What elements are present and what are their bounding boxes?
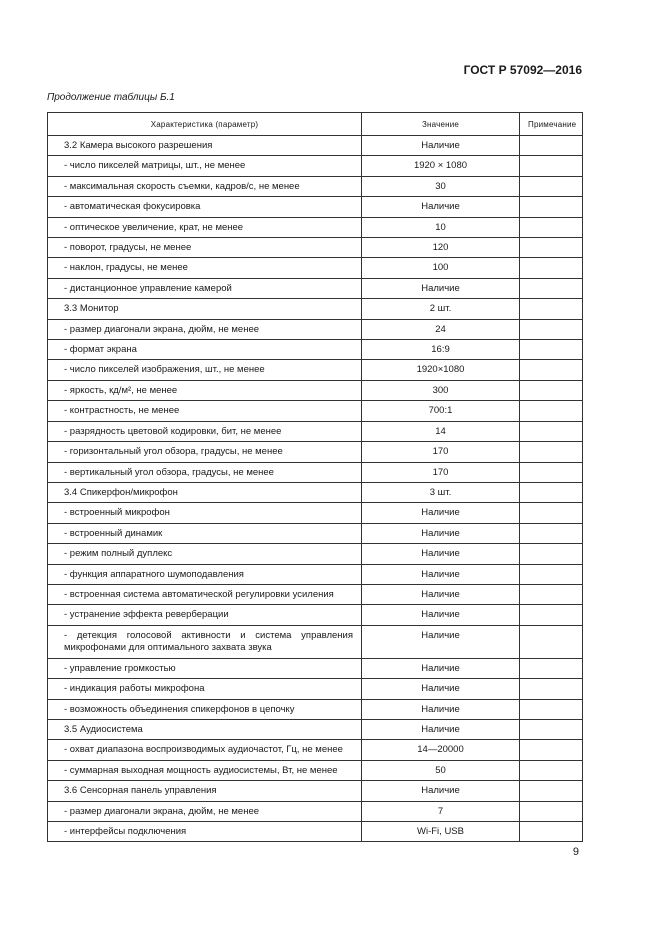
value-cell: 1920×1080 bbox=[362, 360, 520, 380]
note-cell bbox=[520, 584, 583, 604]
column-header-note: Примечание bbox=[520, 113, 583, 136]
value-cell: Наличие bbox=[362, 278, 520, 298]
param-cell: - встроенный микрофон bbox=[48, 503, 362, 523]
param-cell: - детекция голосовой активности и система управления микрофонами для оптимального захвата звука bbox=[48, 625, 362, 658]
param-cell: - охват диапазона воспроизводимых аудиочастот, Гц, не менее bbox=[48, 740, 362, 760]
value-cell: 30 bbox=[362, 176, 520, 196]
param-cell: - режим полный дуплекс bbox=[48, 544, 362, 564]
note-cell bbox=[520, 176, 583, 196]
note-cell bbox=[520, 760, 583, 780]
note-cell bbox=[520, 136, 583, 156]
param-cell: 3.4 Спикерфон/микрофон bbox=[48, 482, 362, 502]
note-cell bbox=[520, 217, 583, 237]
value-cell: 300 bbox=[362, 380, 520, 400]
value-cell: 7 bbox=[362, 801, 520, 821]
value-cell: 14 bbox=[362, 421, 520, 441]
value-cell: 50 bbox=[362, 760, 520, 780]
table-row bbox=[48, 564, 583, 584]
param-cell: - встроенный динамик bbox=[48, 523, 362, 543]
param-cell: - контрастность, не менее bbox=[48, 401, 362, 421]
table-row bbox=[48, 658, 583, 678]
param-cell: - наклон, градусы, не менее bbox=[48, 258, 362, 278]
note-cell bbox=[520, 360, 583, 380]
note-cell bbox=[520, 421, 583, 441]
value-cell: Наличие bbox=[362, 679, 520, 699]
value-cell: Наличие bbox=[362, 625, 520, 658]
table-row bbox=[48, 605, 583, 625]
note-cell bbox=[520, 523, 583, 543]
note-cell bbox=[520, 699, 583, 719]
table-row bbox=[48, 442, 583, 462]
note-cell bbox=[520, 258, 583, 278]
note-cell bbox=[520, 482, 583, 502]
value-cell: 120 bbox=[362, 238, 520, 258]
table-row bbox=[48, 258, 583, 278]
param-cell: - размер диагонали экрана, дюйм, не менее bbox=[48, 319, 362, 339]
note-cell bbox=[520, 380, 583, 400]
param-cell: - встроенная система автоматической регулировки усиления bbox=[48, 584, 362, 604]
table-row bbox=[48, 781, 583, 801]
note-cell bbox=[520, 462, 583, 482]
value-cell: 10 bbox=[362, 217, 520, 237]
value-cell: Наличие bbox=[362, 584, 520, 604]
table-row bbox=[48, 699, 583, 719]
note-cell bbox=[520, 401, 583, 421]
param-cell: - яркость, кд/м², не менее bbox=[48, 380, 362, 400]
value-cell: Наличие bbox=[362, 197, 520, 217]
note-cell bbox=[520, 740, 583, 760]
table-row bbox=[48, 740, 583, 760]
column-header-value: Значение bbox=[362, 113, 520, 136]
param-cell: - максимальная скорость съемки, кадров/с, не менее bbox=[48, 176, 362, 196]
table-row bbox=[48, 503, 583, 523]
value-cell: 100 bbox=[362, 258, 520, 278]
table-row bbox=[48, 401, 583, 421]
note-cell bbox=[520, 605, 583, 625]
param-cell: - функция аппаратного шумоподавления bbox=[48, 564, 362, 584]
param-cell: - вертикальный угол обзора, градусы, не менее bbox=[48, 462, 362, 482]
param-cell: 3.6 Сенсорная панель управления bbox=[48, 781, 362, 801]
table-row bbox=[48, 482, 583, 502]
table-row bbox=[48, 197, 583, 217]
param-cell: - число пикселей матрицы, шт., не менее bbox=[48, 156, 362, 176]
spec-table bbox=[47, 112, 583, 842]
param-cell: - дистанционное управление камерой bbox=[48, 278, 362, 298]
note-cell bbox=[520, 564, 583, 584]
param-cell: - оптическое увеличение, крат, не менее bbox=[48, 217, 362, 237]
note-cell bbox=[520, 156, 583, 176]
param-cell: - формат экрана bbox=[48, 340, 362, 360]
value-cell: Наличие bbox=[362, 523, 520, 543]
table-row bbox=[48, 625, 583, 658]
page-number: 9 bbox=[572, 846, 579, 858]
note-cell bbox=[520, 625, 583, 658]
table-row bbox=[48, 176, 583, 196]
value-cell: Наличие bbox=[362, 605, 520, 625]
table-row bbox=[48, 801, 583, 821]
param-cell: - управление громкостью bbox=[48, 658, 362, 678]
table-header-row bbox=[48, 113, 583, 136]
note-cell bbox=[520, 197, 583, 217]
value-cell: Наличие bbox=[362, 719, 520, 739]
param-cell: - поворот, градусы, не менее bbox=[48, 238, 362, 258]
param-cell: - устранение эффекта реверберации bbox=[48, 605, 362, 625]
note-cell bbox=[520, 238, 583, 258]
value-cell: 3 шт. bbox=[362, 482, 520, 502]
table-row bbox=[48, 380, 583, 400]
table-row bbox=[48, 340, 583, 360]
note-cell bbox=[520, 719, 583, 739]
note-cell bbox=[520, 822, 583, 842]
note-cell bbox=[520, 801, 583, 821]
note-cell bbox=[520, 781, 583, 801]
table-row bbox=[48, 719, 583, 739]
note-cell bbox=[520, 442, 583, 462]
table-row bbox=[48, 278, 583, 298]
note-cell bbox=[520, 658, 583, 678]
value-cell: Наличие bbox=[362, 544, 520, 564]
value-cell: Наличие bbox=[362, 136, 520, 156]
param-cell: 3.5 Аудиосистема bbox=[48, 719, 362, 739]
table-row bbox=[48, 421, 583, 441]
table-row bbox=[48, 760, 583, 780]
param-cell: 3.2 Камера высокого разрешения bbox=[48, 136, 362, 156]
standard-designation: ГОСТ Р 57092—2016 bbox=[463, 63, 582, 77]
note-cell bbox=[520, 319, 583, 339]
note-cell bbox=[520, 278, 583, 298]
table-row bbox=[48, 360, 583, 380]
note-cell bbox=[520, 340, 583, 360]
param-cell: - индикация работы микрофона bbox=[48, 679, 362, 699]
value-cell: Наличие bbox=[362, 503, 520, 523]
table-row bbox=[48, 217, 583, 237]
value-cell: 24 bbox=[362, 319, 520, 339]
table-row bbox=[48, 156, 583, 176]
table-row bbox=[48, 299, 583, 319]
note-cell bbox=[520, 544, 583, 564]
value-cell: Наличие bbox=[362, 699, 520, 719]
value-cell: Наличие bbox=[362, 781, 520, 801]
param-cell: 3.3 Монитор bbox=[48, 299, 362, 319]
table-row bbox=[48, 679, 583, 699]
value-cell: 1920 × 1080 bbox=[362, 156, 520, 176]
value-cell: 170 bbox=[362, 462, 520, 482]
note-cell bbox=[520, 299, 583, 319]
param-cell: - суммарная выходная мощность аудиосистемы, Вт, не менее bbox=[48, 760, 362, 780]
table-row bbox=[48, 136, 583, 156]
value-cell: 2 шт. bbox=[362, 299, 520, 319]
param-cell: - автоматическая фокусировка bbox=[48, 197, 362, 217]
value-cell: 700:1 bbox=[362, 401, 520, 421]
value-cell: Наличие bbox=[362, 564, 520, 584]
table-row bbox=[48, 319, 583, 339]
param-cell: - число пикселей изображения, шт., не менее bbox=[48, 360, 362, 380]
note-cell bbox=[520, 679, 583, 699]
value-cell: 16:9 bbox=[362, 340, 520, 360]
value-cell: 170 bbox=[362, 442, 520, 462]
param-cell: - возможность объединения спикерфонов в цепочку bbox=[48, 699, 362, 719]
table-caption: Продолжение таблицы Б.1 bbox=[47, 92, 175, 103]
value-cell: Наличие bbox=[362, 658, 520, 678]
column-header-param: Характеристика (параметр) bbox=[48, 113, 362, 136]
param-cell: - разрядность цветовой кодировки, бит, не менее bbox=[48, 421, 362, 441]
param-cell: - интерфейсы подключения bbox=[48, 822, 362, 842]
table-row bbox=[48, 584, 583, 604]
param-cell: - размер диагонали экрана, дюйм, не менее bbox=[48, 801, 362, 821]
table-row bbox=[48, 238, 583, 258]
table-row bbox=[48, 523, 583, 543]
table-row bbox=[48, 822, 583, 842]
value-cell: 14—20000 bbox=[362, 740, 520, 760]
table-row bbox=[48, 462, 583, 482]
param-cell: - горизонтальный угол обзора, градусы, не менее bbox=[48, 442, 362, 462]
note-cell bbox=[520, 503, 583, 523]
value-cell: Wi-Fi, USB bbox=[362, 822, 520, 842]
table-row bbox=[48, 544, 583, 564]
